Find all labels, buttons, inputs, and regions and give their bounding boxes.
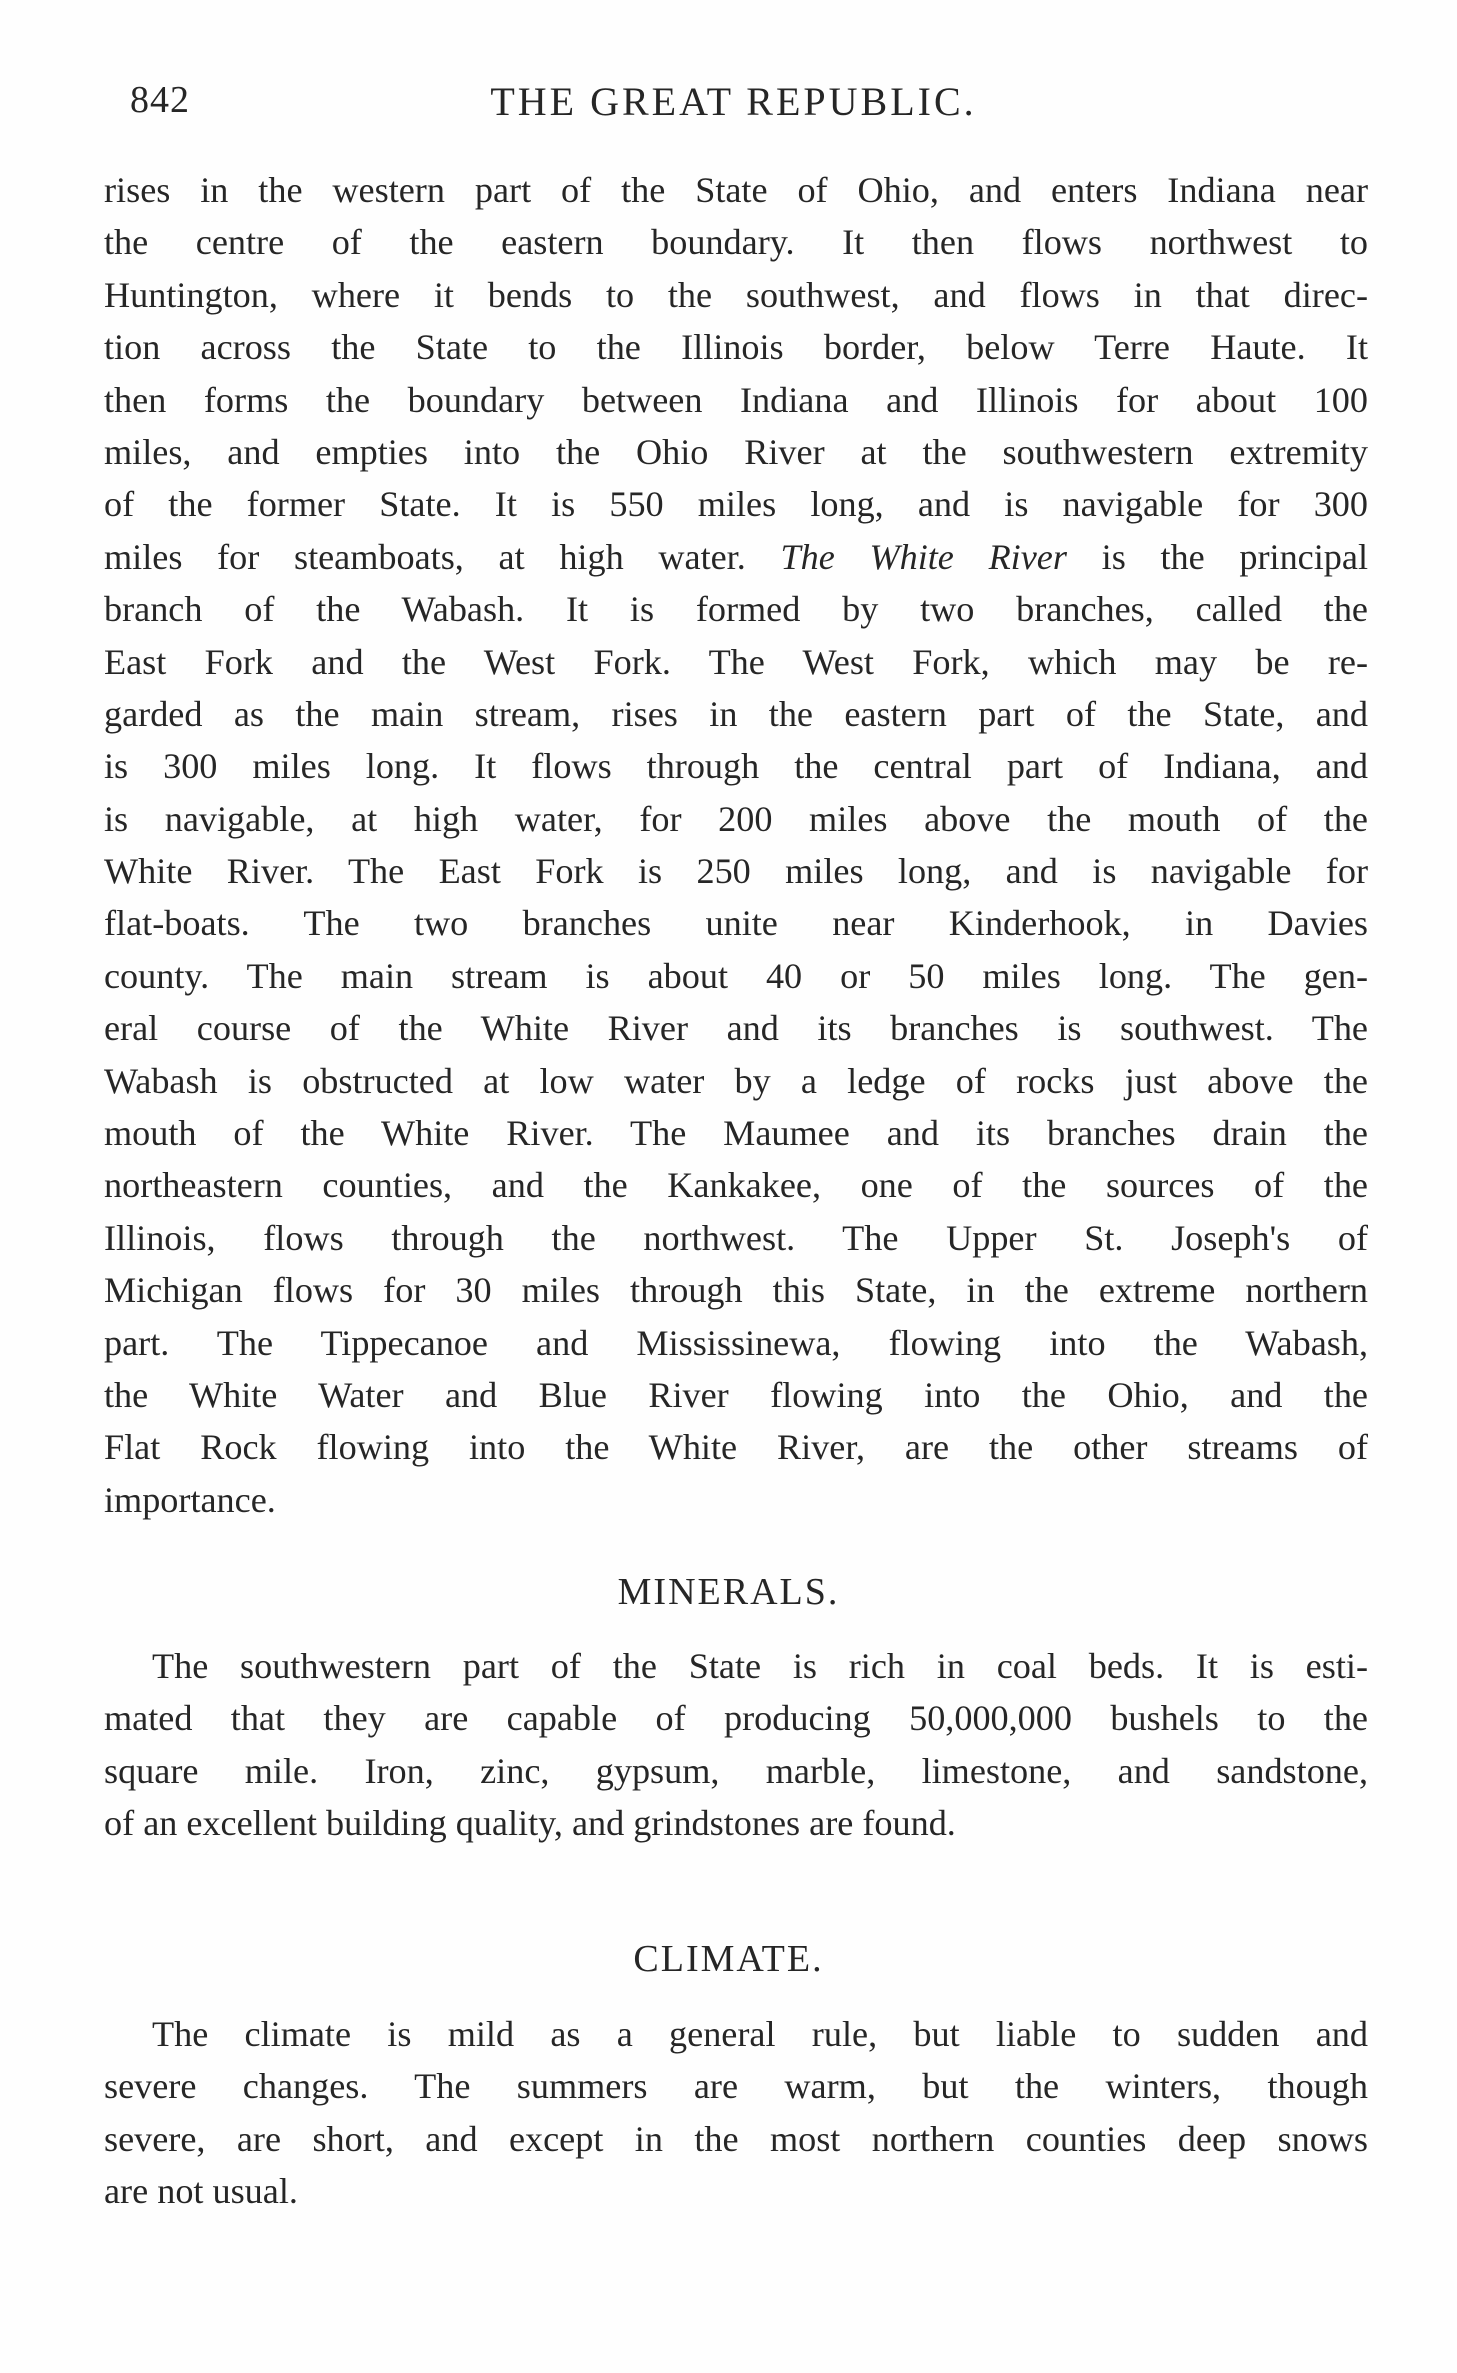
minerals-paragraph [104,1640,1368,1850]
text-line: mouth of the White River. The Maumee and its branches drain the [104,1113,1368,1154]
text-line: The southwestern part of the State is rich in coal beds. It is esti- [152,1646,1368,1686]
text-line: county. The main stream is about 40 or 50 miles long. The gen- [104,955,1368,996]
text-line: then forms the boundary between Indiana and Illinois for about 100 [104,379,1368,420]
text-run: is the principal [1101,536,1368,577]
text-line-mixed [104,531,1368,583]
minerals-heading: MINERALS. [617,1571,840,1613]
running-title: THE GREAT REPUBLIC. [490,79,977,124]
italic-river-name: The White River [780,536,1067,577]
text-line: rises in the western part of the State of Ohio, and enters Indiana near [104,170,1368,210]
text-line: square mile. Iron, zinc, gypsum, marble, limestone, and sandstone, [104,1750,1368,1791]
running-head [100,78,1367,128]
text-line: East Fork and the West Fork. The West Fork, which may be re- [104,641,1368,682]
text-line: severe, are short, and except in the most northern counties deep snows [104,2118,1368,2159]
text-line: Illinois, flows through the northwest. The Upper St. Joseph's of [104,1217,1368,1258]
text-line: is navigable, at high water, for 200 miles above the mouth of the [104,798,1368,839]
text-line: Huntington, where it bends to the southwest, and flows in that direc- [104,274,1368,315]
page-number: 842 [130,79,190,121]
text-line: branch of the Wabash. It is formed by two branches, called the [104,589,1368,630]
climate-paragraph [104,2008,1368,2218]
text-line: severe changes. The summers are warm, but the winters, though [104,2066,1368,2107]
text-line: the centre of the eastern boundary. It then flows northwest to [104,222,1368,263]
text-line: mated that they are capable of producing 50,000,000 bushels to the [104,1698,1368,1739]
text-line: tion across the State to the Illinois border, below Terre Haute. It [104,327,1368,368]
text-line: miles, and empties into the Ohio River at the southwestern extremity [104,431,1368,472]
rivers-paragraph [104,164,1368,1526]
text-line: eral course of the White River and its branches is southwest. The [104,1008,1368,1049]
text-line: Michigan flows for 30 miles through this State, in the extreme northern [104,1270,1368,1311]
text-line: is 300 miles long. It flows through the central part of Indiana, and [104,746,1368,787]
text-line: flat-boats. The two branches unite near Kinderhook, in Davies [104,903,1368,944]
text-line: of an excellent building quality, and grindstones are found. [104,1803,956,1844]
text-line: Wabash is obstructed at low water by a ledge of rocks just above the [104,1060,1368,1101]
text-line: White River. The East Fork is 250 miles long, and is navigable for [104,851,1368,892]
text-line: the White Water and Blue River flowing into the Ohio, and the [104,1374,1368,1415]
text-line: importance. [104,1479,276,1520]
climate-heading: CLIMATE. [633,1938,824,1980]
text-line: garded as the main stream, rises in the eastern part of the State, and [104,693,1368,734]
text-line: northeastern counties, and the Kankakee, one of the sources of the [104,1165,1368,1206]
text-line: are not usual. [104,2171,298,2212]
text-line: of the former State. It is 550 miles long, and is navigable for 300 [104,484,1368,525]
text-line: part. The Tippecanoe and Mississinewa, flowing into the Wabash, [104,1322,1368,1363]
text-run: miles for steamboats, at high water. [104,536,746,577]
text-line: Flat Rock flowing into the White River, are the other streams of [104,1427,1368,1468]
text-line: The climate is mild as a general rule, but liable to sudden and [152,2014,1368,2054]
